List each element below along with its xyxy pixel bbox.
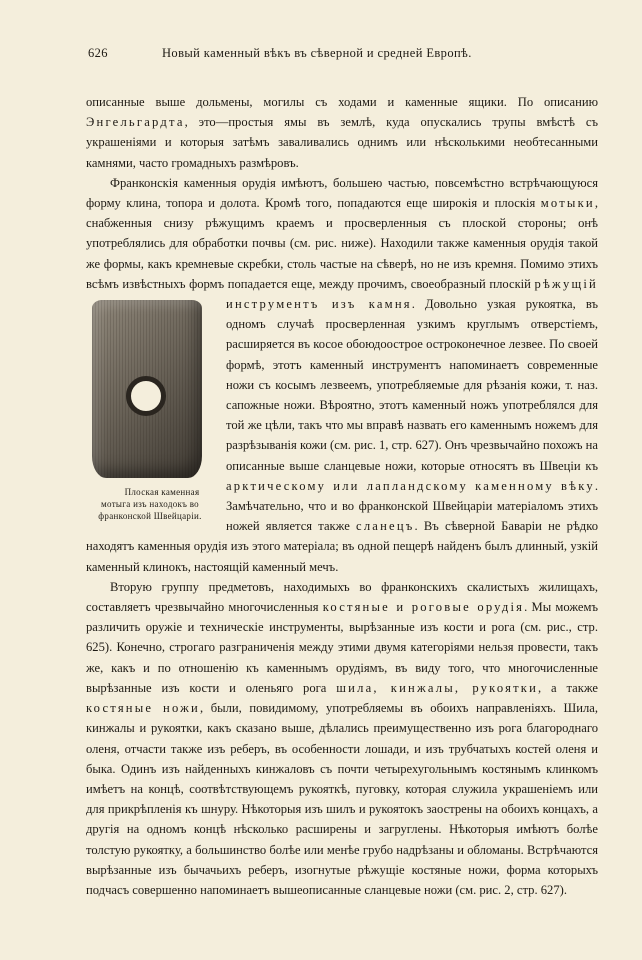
figure-caption: Плоская каменная мотыга изъ находокъ во франконской Швейцаріи. xyxy=(98,487,202,522)
spaced-term-bone-tools: костяные и роговые орудія xyxy=(322,600,525,615)
stone-hoe-illustration xyxy=(92,300,202,478)
paragraph-2: Франконскія каменныя орудія имѣютъ, большею частью, повсемѣстно встрѣчающуюся форму клина, топора и долота. Кромѣ того, попадаются еще широкія и плоскія мотыки, снабженныя снизу рѣжущимъ краемъ и просверленныя съ плоской стороны; онѣ употреблялись для обработки почвы (см. рис. ниже). Находили также каменныя орудія такой же формы, какъ кремневые скребки, столь частые на сѣверѣ, но не изъ кремня. Помимо этихъ всѣмъ извѣстныхъ формъ попадается еще, между прочимъ, своеобразный плоскій Плоская каменная мотыга изъ находокъ во франконской Швейцаріи. рѣжущій инструментъ изъ камня. Довольно узкая рукоятка, въ одномъ случаѣ просверленная узкимъ круглымъ отверстіемъ, расширяется въ косое обоюдоострое остроконечное лезвее. По своей формѣ, этотъ каменный инструментъ напоминаетъ современные ножи съ косымъ лезвеемъ, употребляемые для рѣзанія кожи, т. наз. сапожные ножи. Вѣроятно, этотъ каменный ножъ употреблялся для той же цѣли, такъ что мы вправѣ назвать его каменнымъ ножемъ для разрѣзыванія кожи (см. рис. 1, стр. 627). Онъ чрезвычайно похожъ на описанные выше сланцевые ножи, которые относятъ въ Швеціи къ арктическому или лапландскому каменному вѣку. Замѣчательно, что и во франконской Швейцаріи матеріаломъ этихъ ножей является также сланецъ. Въ сѣверной Баваріи не рѣдко находятъ каменныя орудія изъ этого матеріала; въ одной пещерѣ найденъ былъ длинный, узкій каменный клинокъ, настоящій каменный мечъ. xyxy=(86,175,598,574)
paragraph-1: описанные выше дольмены, могилы съ ходами и каменные ящики. По описанию Энгельгардта, это—простыя ямы въ землѣ, куда опускались трупы вмѣстѣ съ украшеніями и которыя затѣмъ заваливались однимъ или нѣсколькими необтесанными камнями, часто громадныхъ размѣровъ. xyxy=(86,95,598,170)
spaced-term-arctic-age: арктическому или лапландскому каменному вѣку xyxy=(226,478,595,493)
spaced-term-awls: шила, кинжалы, рукоятки xyxy=(336,680,539,695)
running-title: Новый каменный вѣкъ въ сѣверной и средней Европѣ. xyxy=(162,46,472,60)
spaced-term-cutting-tool: рѣжущій инструментъ изъ камня xyxy=(226,276,598,312)
spaced-term-motyki: мотыки xyxy=(540,196,595,211)
hoe-perforation xyxy=(126,376,166,416)
spaced-term-bone-knives: костяные ножи xyxy=(86,701,200,716)
paragraph-3: Вторую группу предметовъ, находимыхъ во франконскихъ скалистыхъ жилищахъ, составляетъ чрезвычайно многочисленныя костяные и роговые орудія. Мы можемъ различить оружіе и техническіе инструменты, вырѣзанные изъ кости и рога (см. рис., стр. 625). Конечно, строгаго разграниченія между этими двумя категоріями нельзя провести, такъ же, какъ и по отношенію къ каменнымъ орудіямъ, въ виду того, что многочисленные вырѣзанные изъ кости и оленьяго рога шила, кинжалы, рукоятки, а также костяные ножи, были, повидимому, употребляемы въ обоихъ направленіяхъ. Шила, кинжалы и рукоятки, какъ сказано выше, дѣлались преимущественно изъ рога благороднаго оленя, отчасти также изъ реберъ, въ особенности лошади, и изъ трубчатыхъ костей оленя и быка. Одинъ изъ найденныхъ кинжаловъ съ почти четырехугольнымъ костянымъ клинкомъ имѣетъ на концѣ, соотвѣтствующемъ рукояткѣ, пуговку, которая служила украшеніемъ или для прикрѣпленія къ шнуру. Нѣкоторыя изъ шилъ и рукоятокъ заострены на обоихъ концахъ, а другія на одномъ концѣ нѣсколько расширены и загруглены. Нѣкоторыя имѣютъ болѣе толстую рукоятку, а большинство болѣе или менѣе грубо надрѣзаны и обломаны. Встрѣчаются вырѣзанные изъ бычачьихъ реберъ, изогнутые рѣжущіе костяные ножи, форма которыхъ подчасъ совершенно напоминаетъ вышеописанные сланцевые ножи (см. рис. 2, стр. 627). xyxy=(86,579,598,897)
body-text xyxy=(86,92,598,900)
figure-stone-hoe xyxy=(86,300,214,522)
spaced-term-slate: сланецъ xyxy=(356,519,415,534)
page-number: 626 xyxy=(88,46,108,60)
spaced-name-engelhardt: Энгельгардта xyxy=(86,115,185,130)
